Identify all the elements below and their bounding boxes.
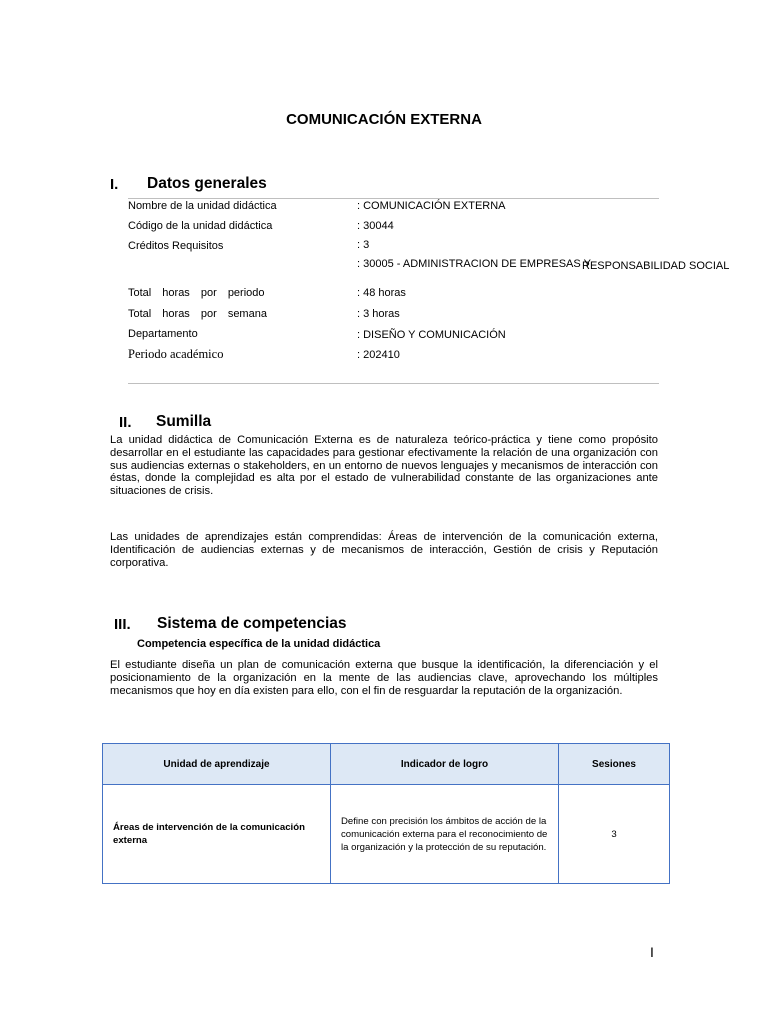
table-cell-unidad: Áreas de intervención de la comunicación externa — [103, 785, 331, 884]
general-label-horas-periodo: Total horas por periodo — [128, 287, 265, 299]
section-3-title: Sistema de competencias — [157, 615, 347, 632]
table-header-sesiones: Sesiones — [559, 744, 670, 785]
section-3-number: III. — [114, 616, 131, 633]
sumilla-paragraph-1: La unidad didáctica de Comunicación Externa es de naturaleza teórico-práctica y tiene como propósito desarrollar en el estudiante las capacidades para gestionar efectivamente la relación de una organización con sus audiencias externas o stakeholders, en un entorno de nuevos lenguajes y mecanismos de interacción con éstas, donde la complejidad es alta por el estado de vulnerabilidad constante de las organizaciones ante situaciones de crisis. — [110, 434, 658, 498]
general-value-nombre: : COMUNICACIÓN EXTERNA — [357, 200, 506, 212]
general-label-horas-semana: Total horas por semana — [128, 308, 267, 320]
section-1-number: I. — [110, 176, 119, 193]
general-value-periodo: : 202410 — [357, 349, 400, 361]
table-header-indicador: Indicador de logro — [331, 744, 559, 785]
divider-top — [128, 198, 659, 199]
general-value-departamento: : DISEÑO Y COMUNICACIÓN — [357, 329, 506, 341]
general-label-nombre: Nombre de la unidad didáctica — [128, 200, 277, 212]
general-label-codigo: Código de la unidad didáctica — [128, 220, 273, 232]
general-label-periodo: Periodo académico — [128, 347, 224, 361]
document-title: COMUNICACIÓN EXTERNA — [286, 111, 482, 128]
general-value-requisitos-extra: RESPONSABILIDAD SOCIAL — [582, 260, 730, 272]
section-1-title: Datos generales — [147, 175, 267, 192]
competencias-table — [102, 743, 670, 884]
competencia-text: El estudiante diseña un plan de comunicación externa que busque la identificación, la diferenciación y el posicionamiento de la organización en la mente de las audiencias clave, aprovechando los múltiples mecanismos que hoy en día existen para ello, con el fin de resguardar la reputación de la organización. — [110, 659, 658, 697]
page-number: I — [650, 944, 654, 960]
section-2-title: Sumilla — [156, 413, 212, 430]
general-value-requisitos: : 30005 - ADMINISTRACION DE EMPRESAS Y — [357, 258, 591, 270]
table-cell-indicador: Define con precisión los ámbitos de acción de la comunicación externa para el reconocimiento de la organización y la protección de su reputación. — [331, 785, 559, 884]
general-value-creditos: : 3 — [357, 239, 370, 251]
table-header-row — [103, 744, 670, 785]
sumilla-paragraph-2: Las unidades de aprendizajes están comprendidas: Áreas de intervención de la comunicación externa, Identificación de audiencias externas y de mecanismos de interacción, Gestión de crisis y Reputación corporativa. — [110, 531, 658, 569]
divider-bottom — [128, 383, 659, 384]
section-2-number: II. — [119, 414, 132, 431]
general-value-codigo: : 30044 — [357, 220, 394, 232]
general-label-departamento: Departamento — [128, 328, 198, 340]
table-cell-sesiones: 3 — [559, 785, 670, 884]
table-header-unidad: Unidad de aprendizaje — [103, 744, 331, 785]
table-row — [103, 785, 670, 884]
competencia-subheading: Competencia específica de la unidad didáctica — [137, 638, 381, 650]
general-value-horas-periodo: : 48 horas — [357, 287, 406, 299]
general-label-creditos: Créditos Requisitos — [128, 240, 224, 252]
general-value-horas-semana: : 3 horas — [357, 308, 400, 320]
